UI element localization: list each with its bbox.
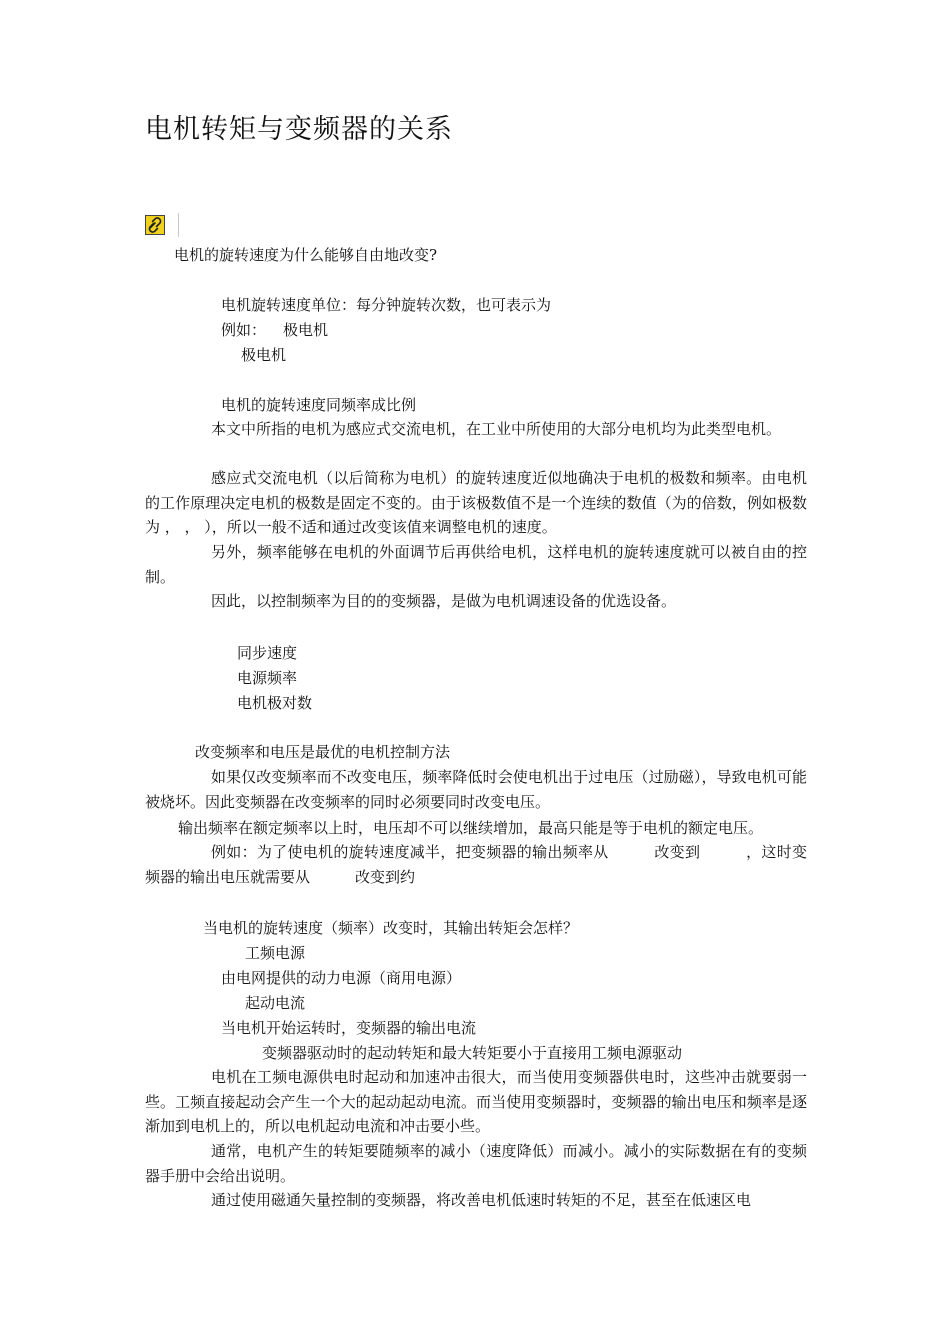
pole-pairs-label: 电机极对数 xyxy=(237,694,313,712)
paragraph-4: 因此，以控制频率为目的的变频器，是做为电机调速设备的优选设备。 xyxy=(211,592,677,610)
paragraph-9: 通常，电机产生的转矩要随频率的减小（速度降低）而减小。减小的实际数据在有的变频器手册中会给出说明。 xyxy=(145,1142,807,1185)
paragraph-10: 通过使用磁通矢量控制的变频器，将改善电机低速时转矩的不足，甚至在低速区电 xyxy=(211,1191,752,1209)
question-heading-2: 当电机的旋转速度（频率）改变时，其输出转矩会怎样？ xyxy=(203,919,579,937)
paragraph-5: 如果仅改变频率而不改变电压，频率降低时会使电机出于过电压（过励磁），导致电机可能被烧坏。因此变频器在改变频率的同时必须要同时改变电压。 xyxy=(145,768,807,811)
sync-speed-label: 同步速度 xyxy=(237,644,298,662)
paragraph-1: 本文中所指的电机为感应式交流电机，在工业中所使用的大部分电机均为此类型电机。 xyxy=(211,420,782,438)
link-icon[interactable] xyxy=(145,215,165,235)
page-title: 电机转矩与变频器的关系 xyxy=(145,114,453,145)
icon-separator xyxy=(178,213,179,237)
starting-torque-heading: 变频器驱动时的起动转矩和最大转矩要小于直接用工频电源驱动 xyxy=(262,1044,683,1062)
paragraph-2: 感应式交流电机（以后简称为电机）的旋转速度近似地确决于电机的极数和频率。由电机的工作原理决定电机的极数是固定不变的。由于该极数值不是一个连续的数值（为的倍数，例如极数为 ， ， ），所以一般不适和通过改变该值来调整电机的速度。 xyxy=(145,469,807,536)
section-heading-2: 改变频率和电压是最优的电机控制方法 xyxy=(195,743,451,761)
question-heading-1: 电机的旋转速度为什么能够自由地改变? xyxy=(174,246,438,264)
speed-frequency-ratio: 电机的旋转速度同频率成比例 xyxy=(221,396,417,414)
example-label: 例如： xyxy=(221,321,267,339)
term-grid-power: 工频电源 xyxy=(245,944,306,962)
speed-unit-line: 电机旋转速度单位：每分钟旋转次数，也可表示为 xyxy=(221,296,552,314)
pole-motor-1: 极电机 xyxy=(283,321,329,339)
paragraph-6: 输出频率在额定频率以上时，电压却不可以继续增加，最高只能是等于电机的额定电压。 xyxy=(178,819,764,837)
term-starting-current-desc: 当电机开始运转时，变频器的输出电流 xyxy=(221,1019,477,1037)
paragraph-7: 例如：为了使电机的旋转速度减半，把变频器的输出频率从 改变到 ，这时变频器的输出电压就需要从 改变到约 xyxy=(145,843,807,886)
power-frequency-label: 电源频率 xyxy=(237,669,298,687)
term-starting-current: 起动电流 xyxy=(245,994,306,1012)
paragraph-3: 另外，频率能够在电机的外面调节后再供给电机，这样电机的旋转速度就可以被自由的控制。 xyxy=(145,543,807,586)
pole-motor-2: 极电机 xyxy=(241,346,287,364)
paragraph-8: 电机在工频电源供电时起动和加速冲击很大，而当使用变频器供电时，这些冲击就要弱一些。工频直接起动会产生一个大的起动起动电流。而当使用变频器时，变频器的输出电压和频率是逐渐加到电机上的，所以电机起动电流和冲击要小些。 xyxy=(145,1068,807,1135)
term-grid-power-desc: 由电网提供的动力电源（商用电源） xyxy=(221,969,462,987)
